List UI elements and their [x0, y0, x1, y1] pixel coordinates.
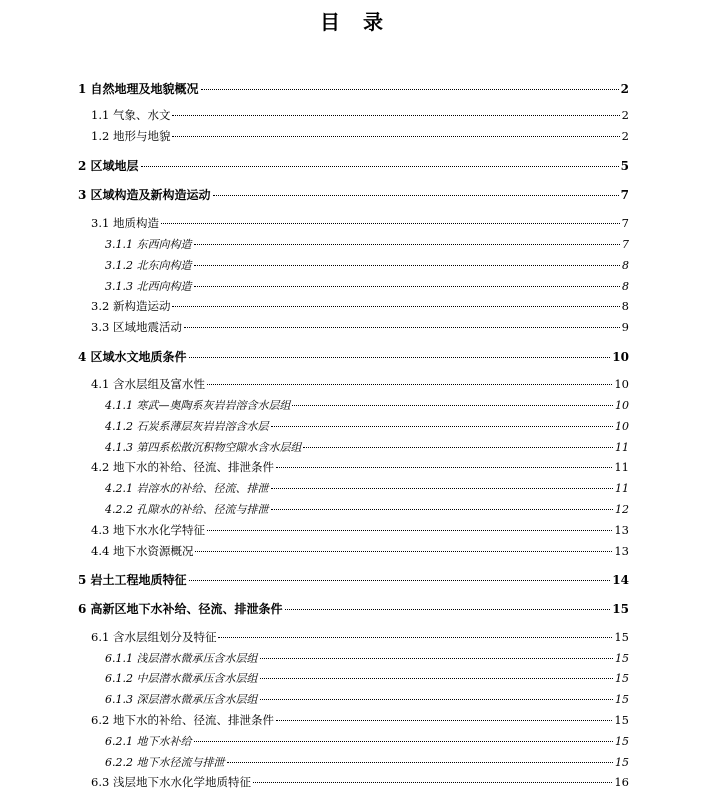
toc-entry-title: 3.1 地质构造	[91, 216, 159, 230]
toc-entry-level-1[interactable]	[78, 348, 629, 365]
toc-entry-title: 4.3 地下水水化学特征	[91, 523, 205, 537]
toc-entry-level-1[interactable]	[78, 157, 629, 174]
toc-entry-title: 3 区域构造及新构造运动	[78, 188, 211, 202]
toc-entry-page-number: 7	[622, 238, 629, 251]
toc-entry-level-2[interactable]	[91, 712, 629, 728]
toc-entry-level-2[interactable]	[91, 107, 629, 123]
toc-entry-title: 4.1.1 寒武—奥陶系灰岩岩溶含水层组	[105, 399, 291, 412]
toc-entry-level-3[interactable]	[105, 397, 629, 413]
toc-entry-title: 6.1.3 深层潜水微承压含水层组	[105, 693, 258, 706]
toc-entry-page-number: 5	[620, 159, 629, 173]
toc-entry-title: 4.1.3 第四系松散沉积物空隙水含水层组	[105, 441, 302, 454]
toc-entry-level-3[interactable]	[105, 278, 629, 294]
toc-entry-title: 6.3 浅层地下水水化学地质特征	[91, 775, 251, 789]
toc-entry-title: 3.2 新构造运动	[91, 299, 171, 313]
dot-leader	[194, 244, 621, 245]
toc-entry-title: 1.1 气象、水文	[91, 108, 171, 122]
toc-entry-level-2[interactable]	[91, 298, 629, 314]
dot-leader	[260, 658, 614, 659]
toc-entry-page-number: 2	[620, 82, 629, 96]
toc-entry-level-3[interactable]	[105, 257, 629, 273]
toc-entry-page-number: 7	[621, 216, 629, 230]
toc-entry-level-3[interactable]	[105, 418, 629, 434]
dot-leader	[285, 609, 611, 610]
toc-entry-title: 6.1 含水层组划分及特征	[91, 630, 217, 644]
toc-entry-title: 4.2.2 孔隙水的补给、径流与排泄	[105, 503, 269, 516]
dot-leader	[172, 115, 619, 116]
toc-entry-level-3[interactable]	[105, 754, 629, 770]
toc-entry-level-3[interactable]	[105, 236, 629, 252]
toc-entry-level-3[interactable]	[105, 439, 629, 455]
dot-leader	[172, 306, 619, 307]
toc-entry-page-number: 12	[615, 503, 629, 516]
toc-entry-page-number: 10	[615, 420, 629, 433]
toc-entry-title: 6.2 地下水的补给、径流、排泄条件	[91, 713, 274, 727]
toc-entry-title: 6 高新区地下水补给、径流、排泄条件	[78, 602, 283, 616]
toc-entry-title: 3.1.3 北西向构造	[105, 280, 192, 293]
dot-leader	[271, 426, 614, 427]
toc-entry-title: 3.3 区域地震活动	[91, 320, 182, 334]
toc-entry-level-3[interactable]	[105, 501, 629, 517]
dot-leader	[218, 637, 612, 638]
toc-entry-level-3[interactable]	[105, 480, 629, 496]
toc-entry-page-number: 10	[615, 399, 629, 412]
toc-entry-page-number: 2	[621, 108, 629, 122]
dot-leader	[276, 467, 612, 468]
toc-entry-page-number: 10	[614, 377, 629, 391]
toc-entry-page-number: 15	[614, 630, 629, 644]
toc-entry-level-2[interactable]	[91, 522, 629, 538]
toc-entry-title: 4.4 地下水资源概况	[91, 544, 194, 558]
dot-leader	[292, 405, 613, 406]
toc-entry-level-2[interactable]	[91, 774, 629, 790]
toc-entry-level-1[interactable]	[78, 80, 629, 97]
dot-leader	[172, 136, 619, 137]
toc-entry-page-number: 11	[614, 460, 629, 474]
dot-leader	[271, 509, 614, 510]
dot-leader	[260, 699, 614, 700]
toc-entry-title: 2 区域地层	[78, 159, 139, 173]
toc-entry-page-number: 8	[621, 299, 629, 313]
dot-leader	[303, 447, 613, 448]
toc-entry-page-number: 16	[614, 775, 629, 789]
toc-entry-page-number: 15	[615, 693, 629, 706]
toc-entry-level-2[interactable]	[91, 376, 629, 392]
toc-entry-level-2[interactable]	[91, 629, 629, 645]
toc-entry-page-number: 2	[621, 129, 629, 143]
toc-entry-title: 6.2.2 地下水径流与排泄	[105, 756, 225, 769]
toc-entry-page-number: 15	[615, 735, 629, 748]
toc-entry-page-number: 15	[614, 713, 629, 727]
page-title: 目 录	[320, 10, 391, 34]
dot-leader	[189, 580, 611, 581]
dot-leader	[184, 327, 620, 328]
dot-leader	[194, 741, 614, 742]
dot-leader	[276, 720, 612, 721]
toc-entry-title: 6.1.2 中层潜水微承压含水层组	[105, 672, 258, 685]
toc-entry-level-1[interactable]	[78, 600, 629, 617]
toc-entry-level-3[interactable]	[105, 670, 629, 686]
dot-leader	[260, 678, 614, 679]
dot-leader	[141, 166, 619, 167]
toc-entry-page-number: 15	[615, 672, 629, 685]
toc-entry-page-number: 7	[620, 188, 629, 202]
toc-entry-title: 4.2 地下水的补给、径流、排泄条件	[91, 460, 274, 474]
dot-leader	[207, 530, 612, 531]
dot-leader	[194, 265, 621, 266]
dot-leader	[194, 286, 621, 287]
toc-entry-level-3[interactable]	[105, 691, 629, 707]
dot-leader	[189, 357, 611, 358]
dot-leader	[207, 384, 612, 385]
toc-entry-page-number: 15	[612, 602, 629, 616]
toc-entry-title: 1.2 地形与地貌	[91, 129, 171, 143]
toc-entry-page-number: 10	[612, 350, 629, 364]
toc-entry-title: 4 区域水文地质条件	[78, 350, 187, 364]
toc-entry-title: 4.1.2 石炭系薄层灰岩岩溶含水层	[105, 420, 269, 433]
toc-entry-level-2[interactable]	[91, 128, 629, 144]
toc-entry-title: 5 岩土工程地质特征	[78, 573, 187, 587]
toc-entry-level-1[interactable]	[78, 571, 629, 588]
dot-leader	[271, 488, 614, 489]
toc-entry-title: 3.1.2 北东向构造	[105, 259, 192, 272]
dot-leader	[161, 223, 620, 224]
toc-entry-title: 6.2.1 地下水补给	[105, 735, 192, 748]
dot-leader	[213, 195, 619, 196]
toc-entry-title: 3.1.1 东西向构造	[105, 238, 192, 251]
toc-entry-title: 1 自然地理及地貌概况	[78, 82, 199, 96]
toc-entry-page-number: 9	[621, 320, 629, 334]
toc-entry-level-2[interactable]	[91, 543, 629, 559]
toc-entry-page-number: 8	[622, 280, 629, 293]
toc-entry-page-number: 14	[612, 573, 629, 587]
toc-entry-title: 4.1 含水层组及富水性	[91, 377, 205, 391]
toc-entry-title: 6.1.1 浅层潜水微承压含水层组	[105, 652, 258, 665]
toc-entry-level-2[interactable]	[91, 319, 629, 335]
dot-leader	[227, 762, 614, 763]
toc-entry-page-number: 15	[615, 756, 629, 769]
toc-entry-level-3[interactable]	[105, 733, 629, 749]
toc-entry-page-number: 11	[615, 482, 629, 495]
toc-entry-level-2[interactable]	[91, 215, 629, 231]
dot-leader	[195, 551, 612, 552]
toc-entry-level-1[interactable]	[78, 186, 629, 203]
toc-entry-level-2[interactable]	[91, 459, 629, 475]
toc-entry-title: 4.2.1 岩溶水的补给、径流、排泄	[105, 482, 269, 495]
toc-entry-level-3[interactable]	[105, 650, 629, 666]
toc-entry-page-number: 11	[615, 441, 629, 454]
dot-leader	[253, 782, 612, 783]
toc-entry-page-number: 15	[615, 652, 629, 665]
toc-entry-page-number: 13	[614, 544, 629, 558]
toc-entry-page-number: 13	[614, 523, 629, 537]
toc-entry-page-number: 8	[622, 259, 629, 272]
dot-leader	[201, 89, 619, 90]
